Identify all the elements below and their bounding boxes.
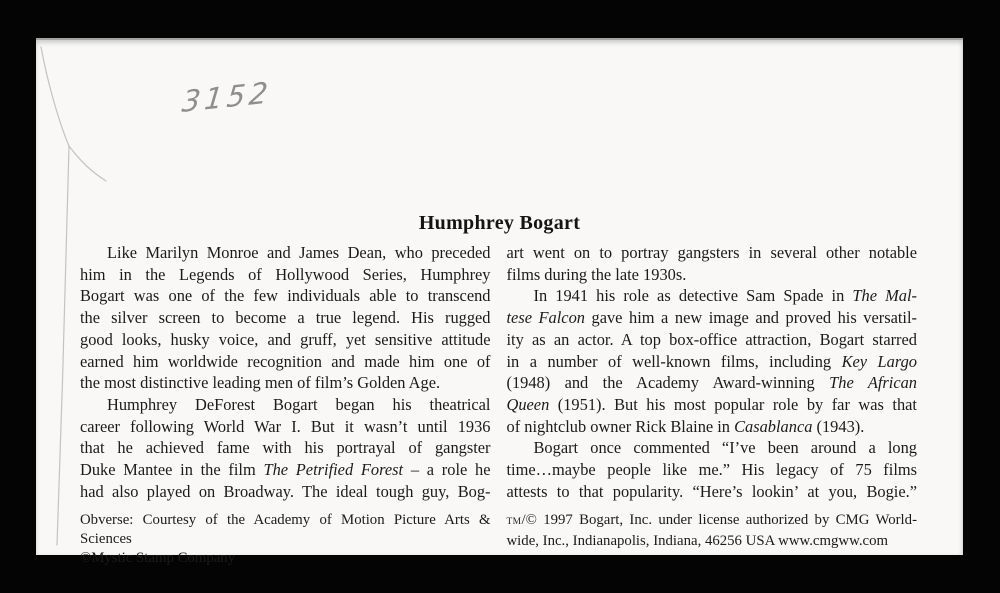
text-line <box>507 307 918 329</box>
envelope-paper <box>36 38 963 566</box>
crease-vertical <box>57 146 69 545</box>
text-line <box>80 285 491 307</box>
text-segment: Obverse: Courtesy of the Academy of Motion Picture Arts & Sciences <box>80 512 491 548</box>
handwritten-number: 3152 <box>180 75 274 119</box>
text-segment: (1951). But his most popular role by far was that <box>549 394 917 414</box>
text-line <box>80 416 491 438</box>
text-segment: in a number of well-known films, including <box>506 351 842 371</box>
text-line <box>507 242 918 264</box>
text-line <box>80 549 491 568</box>
text-segment: the most distinctive leading men of film’s Golden Age. <box>80 373 441 393</box>
text-segment: Humphrey DeForest Bogart began his theatrical <box>107 394 491 414</box>
text-segment: tese Falcon <box>506 308 585 328</box>
text-segment: that he achieved fame with his portrayal of gangster <box>80 438 491 458</box>
text-segment: Key Largo <box>841 351 917 371</box>
left-column <box>80 242 491 567</box>
text-segment: ity as an actor. A top box-office attraction, Bogart starred <box>506 329 917 349</box>
text-segment: (1943). <box>812 416 865 436</box>
text-line <box>80 394 491 416</box>
text-line <box>507 394 918 416</box>
text-line <box>507 532 918 551</box>
text-segment: wide, Inc., Indianapolis, Indiana, 46256 USA www.cmgww.com <box>506 533 888 550</box>
text-segment: films during the late 1930s. <box>506 264 687 284</box>
text-line <box>80 351 491 373</box>
text-segment: TM <box>506 517 522 528</box>
text-columns <box>80 242 917 567</box>
text-line <box>80 372 491 394</box>
text-segment: art went on to portray gangsters in several other notable <box>506 243 917 262</box>
text-line <box>507 329 918 351</box>
text-line <box>80 437 491 459</box>
text-segment: attests to that popularity. “Here’s lookin’ at you, Bogie.” <box>506 481 917 501</box>
text-line <box>507 416 918 438</box>
crease-branch <box>69 146 106 181</box>
text-line <box>507 264 918 286</box>
text-segment: Duke Mantee in the film <box>80 460 264 480</box>
text-segment: career following World War I. But it wasn’t until 1936 <box>80 416 491 436</box>
text-segment: Bogart once commented “I’ve been around a long <box>533 438 917 458</box>
text-segment: the silver screen to become a true legend. His rugged <box>80 308 491 328</box>
text-segment: The Mal- <box>852 286 917 306</box>
text-segment: Like Marilyn Monroe and James Dean, who preceded <box>107 243 491 262</box>
text-segment: had also played on Broadway. The ideal tough guy, Bog- <box>80 481 491 501</box>
text-segment: ©Mystic Stamp Company <box>80 549 236 566</box>
right-column-text <box>507 242 918 502</box>
text-segment: of nightclub owner Rick Blaine in <box>506 416 735 436</box>
text-segment: good looks, husky voice, and gruff, yet sensitive attitude <box>80 329 491 349</box>
text-line <box>507 372 918 394</box>
text-segment: The Petrified Forest <box>263 460 404 480</box>
text-line <box>507 481 918 503</box>
right-footnote <box>507 511 918 550</box>
crease-curve <box>41 47 69 146</box>
text-line <box>80 264 491 286</box>
text-segment: (1948) and the Academy Award-winning <box>506 373 830 393</box>
text-line <box>80 481 491 503</box>
text-line <box>507 511 918 532</box>
text-line <box>507 437 918 459</box>
text-segment: In 1941 his role as detective Sam Spade in <box>533 286 853 306</box>
text-line <box>80 511 491 548</box>
text-line <box>80 242 491 264</box>
right-column <box>507 242 918 567</box>
left-column-text <box>80 242 491 502</box>
text-line <box>507 285 918 307</box>
text-segment: Queen <box>506 394 550 414</box>
text-line <box>80 459 491 481</box>
text-segment: – a role he <box>403 460 491 480</box>
text-segment: gave him a new image and proved his versatil- <box>584 308 917 328</box>
text-segment: Casablanca <box>734 416 813 436</box>
text-line <box>507 459 918 481</box>
page-title: Humphrey Bogart <box>418 212 581 234</box>
text-segment: time…maybe people like me.” His legacy of 75 films <box>506 460 917 480</box>
text-segment: him in the Legends of Hollywood Series, Humphrey <box>80 264 491 284</box>
text-segment: The African <box>829 373 917 393</box>
text-line <box>507 351 918 373</box>
text-segment: Bogart was one of the few individuals able to transcend <box>80 286 491 306</box>
left-footnote <box>80 511 491 567</box>
text-segment: earned him worldwide recognition and made him one of <box>80 351 491 371</box>
text-line <box>80 329 491 351</box>
text-segment: /© 1997 Bogart, Inc. under license authorized by CMG World- <box>521 512 917 529</box>
text-line <box>80 307 491 329</box>
